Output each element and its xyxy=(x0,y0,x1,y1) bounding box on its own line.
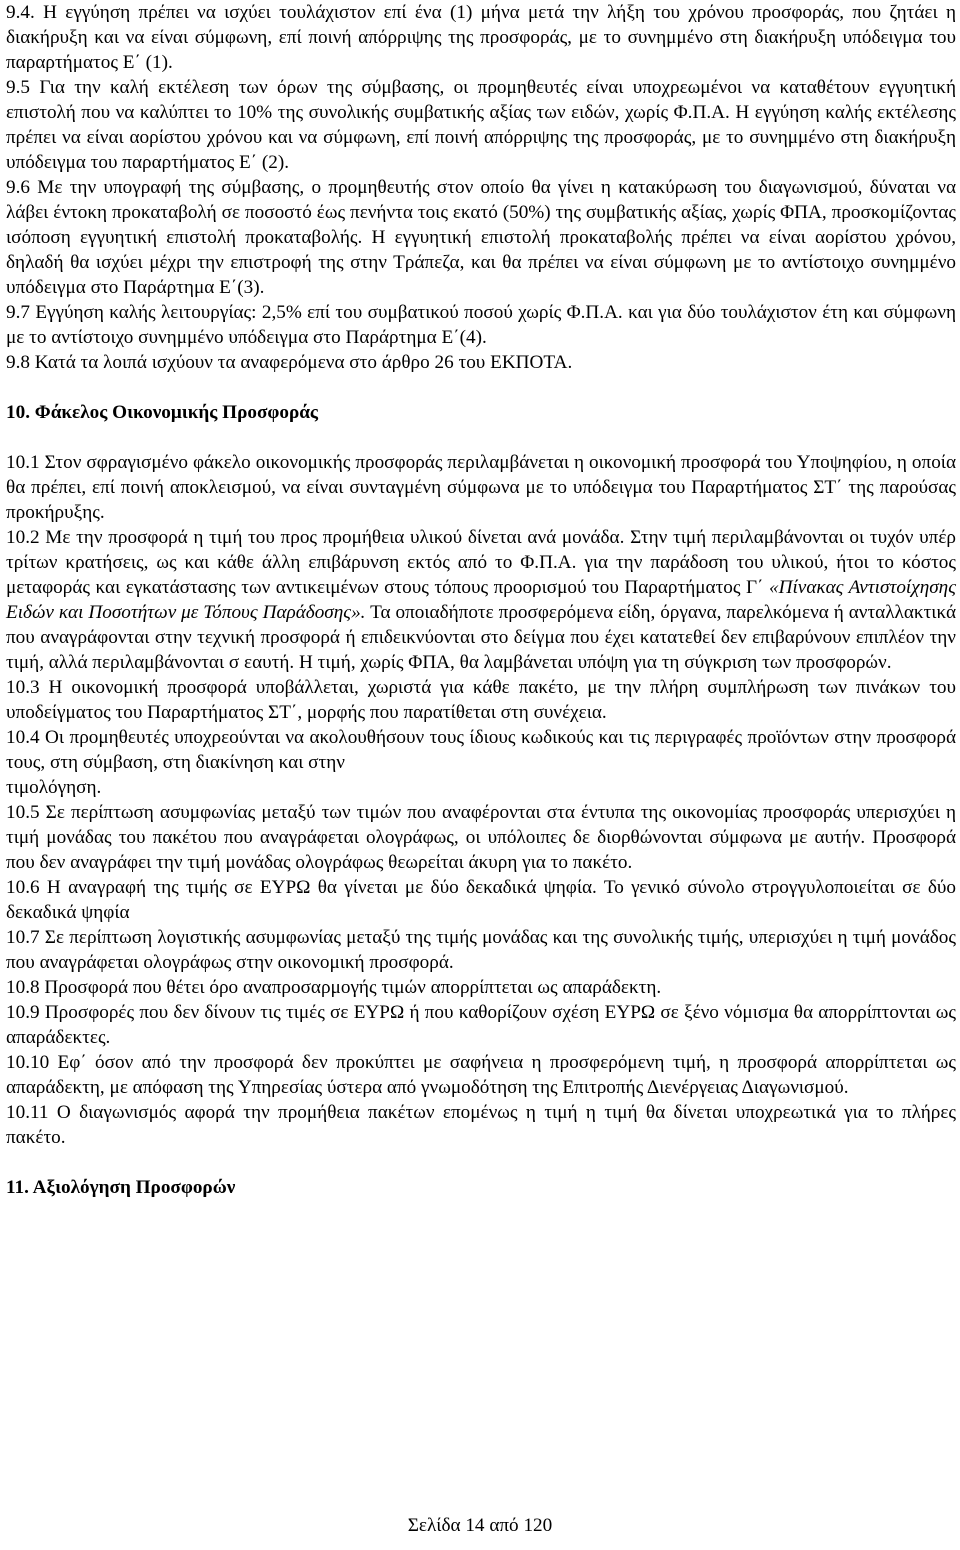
spacer xyxy=(6,1150,956,1175)
paragraph-10-10: 10.10 Εφ΄ όσον από την προσφορά δεν προκύπτει με σαφήνεια η προσφερόμενη τιμή, η προσφορά απορρίπτεται ως απαράδεκτη, με απόφαση της Υπηρεσίας ύστερα από γνωμοδότηση της Επιτροπής Διενέργειας Διαγωνισμού. xyxy=(6,1052,956,1098)
paragraph-9-8: 9.8 Κατά τα λοιπά ισχύουν τα αναφερόμενα στο άρθρο 26 του ΕΚΠΟΤΑ. xyxy=(6,352,573,373)
paragraph-10-6: 10.6 Η αναγραφή της τιμής σε ΕΥΡΩ θα γίνεται με δύο δεκαδικά ψηφία. Το γενικό σύνολο στρογγυλοποιείται σε δύο δεκαδικά ψηφία xyxy=(6,877,956,923)
paragraph-10-7: 10.7 Σε περίπτωση λογιστικής ασυμφωνίας μεταξύ της τιμής μονάδας και της συνολικής τιμής, υπερισχύει η τιμή μονάδος που αναγράφεται ολογράφως στην οικονομική προσφορά. xyxy=(6,927,956,973)
section-heading-11: 11. Αξιολόγηση Προσφορών xyxy=(6,1177,236,1198)
paragraph-10-3: 10.3 Η οικονομική προσφορά υποβάλλεται, χωριστά για κάθε πακέτο, με την πλήρη συμπλήρωση των πινάκων του υποδείγματος του Παραρτήματος ΣΤ΄, μορφής που παρατίθεται στη συνέχεια. xyxy=(6,677,956,723)
paragraph-10-2-italic: «Πίνακας Αντιστοίχησης Ειδών και Ποσοτήτων με Τόπους Παράδοσης». xyxy=(6,577,956,623)
paragraph-10-2 xyxy=(6,525,956,675)
paragraph-10-2-text: 10.2 Με την προσφορά η τιμή του προς προμήθεια υλικού δίνεται ανά μονάδα. Στην τιμή περιλαμβάνονται οι τυχόν υπέρ τρίτων κρατήσεις, ως και κάθε άλλη επιβάρυνση εκτός από το Φ.Π.Α. για την παράδοση του υλικού, ήτοι το κόστος μεταφοράς και εγκατάστασης των αντικειμένων στους τόπους προορισμού του Παραρτήματος Γ΄ xyxy=(6,527,956,598)
spacer xyxy=(6,375,956,400)
document-page xyxy=(6,0,956,1200)
paragraph-10-2-text-rest: Τα οποιαδήποτε προσφερόμενα είδη, όργανα, παρελκόμενα ή ανταλλακτικά που αναγράφονται στην τεχνική προσφορά ή επιδεικνύονται στο δείγμα που έχει κατατεθεί δεν επιβαρύνουν επιπλέον την τιμή, αλλά περιλαμβάνονται σ εαυτή. Η τιμή, χωρίς ΦΠΑ, θα λαμβάνεται υπόψη για τη σύγκριση των προσφορών. xyxy=(6,602,956,673)
paragraph-10-4-continuation: τιμολόγηση. xyxy=(6,777,102,798)
paragraph-10-9: 10.9 Προσφορές που δεν δίνουν τις τιμές σε ΕΥΡΩ ή που καθορίζουν σχέση ΕΥΡΩ σε ξένο νόμισμα θα απορρίπτονται ως απαράδεκτες. xyxy=(6,1002,956,1048)
paragraph-10-11: 10.11 Ο διαγωνισμός αφορά την προμήθεια πακέτων επομένως η τιμή η τιμή θα δίνεται υποχρεωτικά για το πλήρες πακέτο. xyxy=(6,1102,956,1148)
paragraph-10-8: 10.8 Προσφορά που θέτει όρο αναπροσαρμογής τιμών απορρίπτεται ως απαράδεκτη. xyxy=(6,977,662,998)
paragraph-10-1: 10.1 Στον σφραγισμένο φάκελο οικονομικής προσφοράς περιλαμβάνεται η οικονομική προσφορά του Υποψηφίου, η οποία θα πρέπει, επί ποινή αποκλεισμού, να είναι συνταγμένη σύμφωνα με το υπόδειγμα του Παραρτήματος ΣΤ΄ της παρούσας προκήρυξης. xyxy=(6,452,956,523)
paragraph-9-6: 9.6 Με την υπογραφή της σύμβασης, ο προμηθευτής στον οποίο θα γίνει η κατακύρωση του διαγωνισμού, δύναται να λάβει έντοκη προκαταβολή σε ποσοστό έως πενήντα τοις εκατό (50%) της συμβατικής αξίας, χωρίς ΦΠΑ, προσκομίζοντας ισόποση εγγυητική επιστολή προκαταβολής. Η εγγυητική επιστολή προκαταβολής πρέπει να είναι αορίστου χρόνου, δηλαδή θα ισχύει μέχρι την επιστροφή της στην Τράπεζα, και θα πρέπει να είναι σύμφωνη με το αντίστοιχο συνημμένο υπόδειγμα στο Παράρτημα Ε΄(3). xyxy=(6,177,956,298)
page-number-footer: Σελίδα 14 από 120 xyxy=(407,1515,553,1536)
section-heading-10: 10. Φάκελος Οικονομικής Προσφοράς xyxy=(6,402,319,423)
spacer xyxy=(6,425,956,450)
paragraph-10-4: 10.4 Οι προμηθευτές υποχρεούνται να ακολουθήσουν τους ίδιους κωδικούς και τις περιγραφές προϊόντων στην προσφορά τους, στη σύμβαση, στη διακίνηση και στην xyxy=(6,727,956,773)
paragraph-9-5: 9.5 Για την καλή εκτέλεση των όρων της σύμβασης, οι προμηθευτές είναι υποχρεωμένοι να καταθέτουν εγγυητική επιστολή που να καλύπτει το 10% της συνολικής συμβατικής αξίας των ειδών, χωρίς Φ.Π.Α. Η εγγύηση καλής εκτέλεσης πρέπει να είναι αορίστου χρόνου και να σύμφωνη, επί ποινή απόρριψης της προσφοράς, με το συνημμένο στη διακήρυξη υπόδειγμα του παραρτήματος Ε΄ (2). xyxy=(6,77,956,173)
paragraph-9-4: 9.4. Η εγγύηση πρέπει να ισχύει τουλάχιστον επί ένα (1) μήνα μετά την λήξη του χρόνου προσφοράς, που ζητάει η διακήρυξη και να είναι σύμφωνη, επί ποινή απόρριψης της προσφοράς, με το συνημμένο στη διακήρυξη υπόδειγμα του παραρτήματος Ε΄ (1). xyxy=(6,2,956,73)
paragraph-10-5: 10.5 Σε περίπτωση ασυμφωνίας μεταξύ των τιμών που αναφέρονται στα έντυπα της οικονομίας προσφοράς υπερισχύει η τιμή μονάδας του πακέτου που αναγράφεται ολογράφως, οι υπόλοιπες δε διορθώνονται σύμφωνα με αυτήν. Προσφορά που δεν αναγράφει την τιμή μονάδας ολογράφως θεωρείται άκυρη για το πακέτο. xyxy=(6,802,956,873)
paragraph-9-7: 9.7 Εγγύηση καλής λειτουργίας: 2,5% επί του συμβατικού ποσού χωρίς Φ.Π.Α. και για δύο τουλάχιστον έτη και σύμφωνη με το αντίστοιχο συνημμένο υπόδειγμα στο Παράρτημα Ε΄(4). xyxy=(6,302,956,348)
